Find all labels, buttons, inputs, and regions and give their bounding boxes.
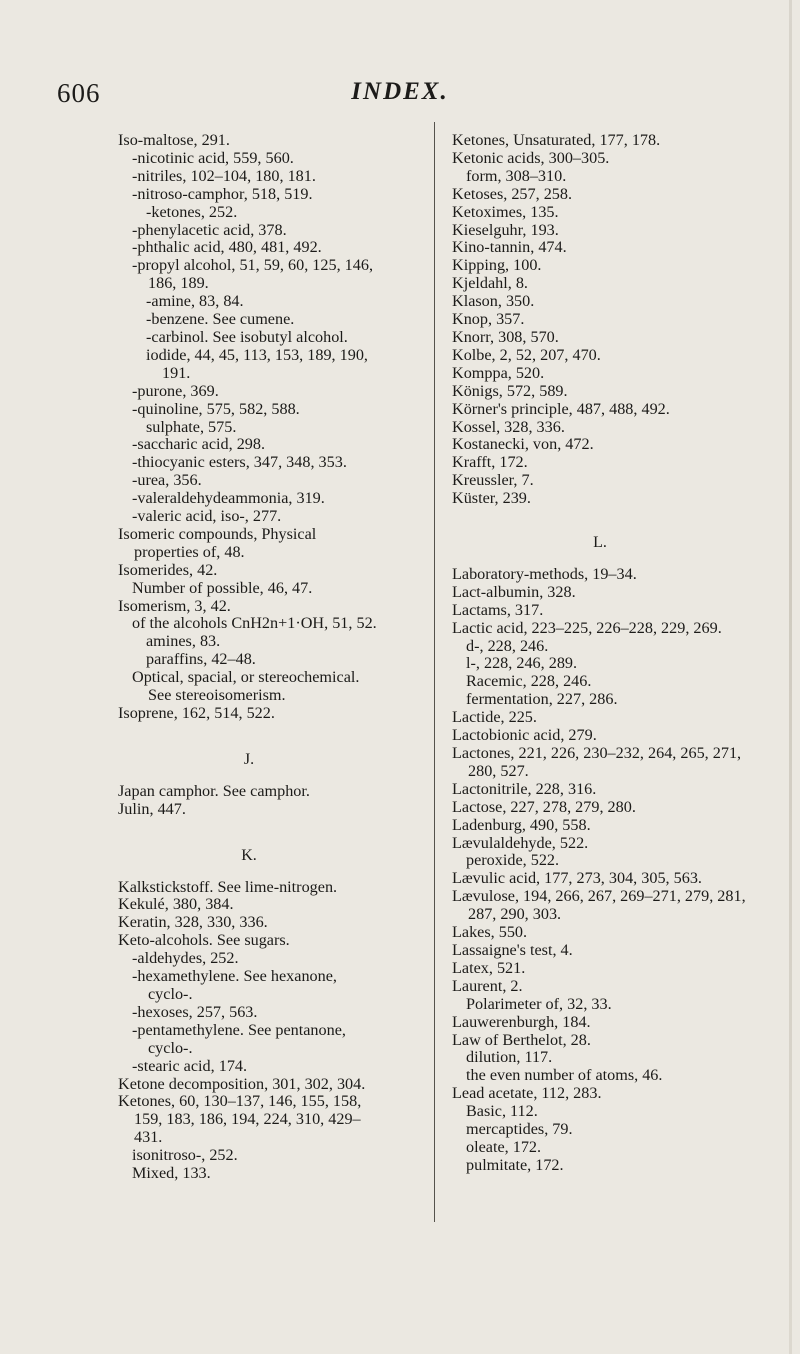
index-entry: -phthalic acid, 480, 481, 492.	[132, 238, 322, 257]
index-entry: Isomerism, 3, 42.	[118, 596, 231, 615]
index-entry: Komppa, 520.	[452, 363, 545, 382]
index-entry: Lactones, 221, 226, 230–232, 264, 265, 271, 280, 527.	[452, 744, 742, 780]
index-entry: Basic, 112.	[466, 1102, 538, 1121]
index-entry: oleate, 172.	[466, 1137, 542, 1156]
index-entry: Julin, 447.	[118, 799, 186, 818]
index-entry: Kjeldahl, 8.	[452, 274, 528, 293]
index-entry: Ketonic acids, 300–305.	[452, 148, 610, 167]
index-entry: -pentamethylene. See pentanone, cyclo-.	[132, 1020, 346, 1057]
index-entry: Lactic acid, 223–225, 226–228, 229, 269.	[452, 618, 722, 637]
index-entry: Keto-alcohols. See sugars.	[118, 931, 290, 950]
index-entry: Ketone decomposition, 301, 302, 304.	[118, 1074, 366, 1093]
index-entry: Körner's principle, 487, 488, 492.	[452, 399, 670, 418]
index-entry: -nitriles, 102–104, 180, 181.	[132, 166, 316, 185]
index-entry: Lauwerenburgh, 184.	[452, 1012, 591, 1031]
index-entry: Latex, 521.	[452, 958, 526, 977]
index-entry: Japan camphor. See camphor.	[118, 781, 310, 800]
index-entry: Kekulé, 380, 384.	[118, 895, 234, 914]
index-entry: Lævulic acid, 177, 273, 304, 305, 563.	[452, 869, 702, 888]
index-entry: Königs, 572, 589.	[452, 381, 568, 400]
column-divider	[434, 122, 435, 1222]
index-entry: -nitroso-camphor, 518, 519.	[132, 184, 313, 203]
index-entry: dilution, 117.	[466, 1048, 553, 1067]
index-entry: Ketones, 60, 130–137, 146, 155, 158, 159, 183, 186, 194, 224, 310, 429–431.	[118, 1092, 362, 1147]
index-entry: Racemic, 228, 246.	[466, 672, 592, 691]
index-entry: Lead acetate, 112, 283.	[452, 1084, 602, 1103]
index-entry: -thiocyanic esters, 347, 348, 353.	[132, 453, 347, 472]
index-entry: paraffins, 42–48.	[146, 650, 256, 669]
index-entry: Kieselguhr, 193.	[452, 220, 559, 239]
index-entry: form, 308–310.	[466, 166, 567, 185]
index-entry: -hexamethylene. See hexanone, cyclo-.	[132, 967, 337, 1003]
index-entry: pulmitate, 172.	[466, 1155, 564, 1174]
index-entry: fermentation, 227, 286.	[466, 690, 618, 709]
index-entry: Kipping, 100.	[452, 256, 542, 275]
index-entry: -stearic acid, 174.	[132, 1056, 248, 1075]
index-entry: of the alcohols CnH2n+1·OH, 51, 52.	[132, 614, 377, 633]
index-entry: -purone, 369.	[132, 381, 219, 400]
page-number: 606	[57, 78, 101, 108]
index-entry: -nicotinic acid, 559, 560.	[132, 148, 294, 167]
section-letter: L.	[593, 534, 607, 552]
index-entry: -valeraldehydeammonia, 319.	[132, 489, 325, 508]
index-entry: Klason, 350.	[452, 292, 535, 311]
index-entry: Law of Berthelot, 28.	[452, 1030, 591, 1049]
index-entry: Laurent, 2.	[452, 976, 523, 995]
index-entry: Ketoses, 257, 258.	[452, 184, 573, 203]
index-entry: -amine, 83, 84.	[146, 292, 244, 311]
page-header	[0, 78, 800, 118]
index-entry: Knop, 357.	[452, 310, 525, 329]
index-entry: Kreussler, 7.	[452, 471, 534, 490]
index-entry: -hexoses, 257, 563.	[132, 1002, 258, 1021]
index-entry: -carbinol. See isobutyl alcohol.	[146, 327, 348, 346]
page-edge-line	[789, 0, 792, 1354]
index-entry: Isoprene, 162, 514, 522.	[118, 704, 275, 722]
index-entry: peroxide, 522.	[466, 851, 560, 870]
index-entry: Kalkstickstoff. See lime-nitrogen.	[118, 877, 338, 896]
running-title: INDEX.	[351, 78, 449, 105]
index-entry: mercaptides, 79.	[466, 1120, 573, 1139]
index-entry: Kostanecki, von, 472.	[452, 435, 594, 454]
index-entry: Lævulose, 194, 266, 267, 269–271, 279, 281, 287, 290, 303.	[452, 887, 746, 924]
index-entry: Isomeric compounds, Physical properties of, 48.	[118, 524, 317, 561]
index-entry: Lactams, 317.	[452, 600, 544, 619]
index-entry: Lactobionic acid, 279.	[452, 726, 597, 745]
index-entry: Lassaigne's test, 4.	[452, 940, 573, 959]
index-entry: Lact-albumin, 328.	[452, 582, 576, 601]
index-entry: Lactose, 227, 278, 279, 280.	[452, 797, 636, 816]
index-entry: Lactide, 225.	[452, 708, 537, 727]
index-entry: -phenylacetic acid, 378.	[132, 220, 287, 239]
index-entry: Optical, spacial, or stereochemical. See stereoisomerism.	[132, 668, 360, 705]
index-entry: Number of possible, 46, 47.	[132, 578, 313, 597]
index-entry: Krafft, 172.	[452, 453, 528, 472]
index-entry: l-, 228, 246, 289.	[466, 654, 578, 673]
index-entry: Lactonitrile, 228, 316.	[452, 779, 597, 798]
index-entry: Isomerides, 42.	[118, 560, 218, 579]
index-entry: -propyl alcohol, 51, 59, 60, 125, 146, 186, 189.	[132, 256, 373, 293]
index-entry: -urea, 356.	[132, 471, 202, 490]
index-entry: -quinoline, 575, 582, 588.	[132, 399, 300, 418]
index-entry: iodide, 44, 45, 113, 153, 189, 190, 191.	[146, 345, 368, 382]
index-entry: -aldehydes, 252.	[132, 949, 239, 968]
index-entry: sulphate, 575.	[146, 417, 237, 436]
index-column-right	[452, 132, 748, 1175]
index-entry: Kino-tannin, 474.	[452, 238, 567, 257]
index-entry: Küster, 239.	[452, 489, 531, 508]
index-entry: Lævulaldehyde, 522.	[452, 833, 589, 852]
index-column-left	[118, 132, 380, 1183]
index-entry: Ladenburg, 490, 558.	[452, 815, 591, 834]
index-entry: the even number of atoms, 46.	[466, 1066, 663, 1085]
index-entry: Keratin, 328, 330, 336.	[118, 913, 268, 932]
index-entry: -benzene. See cumene.	[146, 310, 295, 329]
index-entry: Lakes, 550.	[452, 923, 528, 942]
index-entry: -valeric acid, iso-, 277.	[132, 507, 282, 526]
index-entry: -saccharic acid, 298.	[132, 435, 266, 454]
index-entry: d-, 228, 246.	[466, 636, 549, 655]
index-entry: Ketoximes, 135.	[452, 202, 559, 221]
index-entry: Kolbe, 2, 52, 207, 470.	[452, 345, 601, 364]
index-entry: Knorr, 308, 570.	[452, 327, 559, 346]
index-entry: Iso-maltose, 291.	[118, 131, 230, 149]
index-entry: Kossel, 328, 336.	[452, 417, 565, 436]
index-entry: -ketones, 252.	[146, 202, 238, 221]
section-letter: J.	[243, 750, 255, 768]
index-entry: Mixed, 133.	[132, 1164, 211, 1183]
index-entry: Laboratory-methods, 19–34.	[452, 564, 637, 583]
index-entry: isonitroso-, 252.	[132, 1146, 238, 1165]
index-entry: Ketones, Unsaturated, 177, 178.	[452, 131, 661, 149]
index-entry: Polarimeter of, 32, 33.	[466, 994, 612, 1013]
index-entry: amines, 83.	[146, 632, 221, 651]
section-letter: K.	[241, 846, 257, 864]
